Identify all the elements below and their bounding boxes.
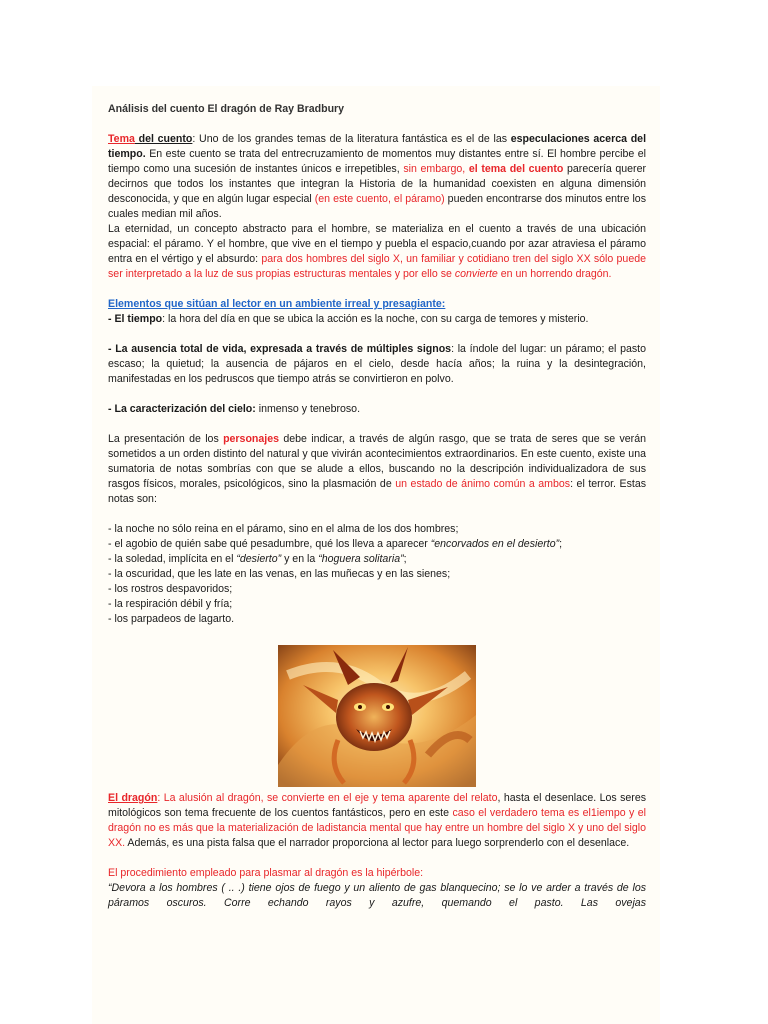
nota-2: - el agobio de quién sabe qué pesadumbre, qué los lleva a aparecer “encorvados en el desierto”; bbox=[108, 538, 563, 550]
dragon-label: El dragón bbox=[108, 792, 158, 804]
eternidad-paragraph bbox=[108, 222, 646, 282]
tema-label-2: del cuento bbox=[134, 133, 193, 145]
hiperbole-quote: “Devora a los hombres ( .. .) tiene ojos de fuego y un aliento de gas blanquecino; se lo ve arder a través de los páramos oscuros. Corre echando rayos y azufre, quemando el pasto. Las ovejas bbox=[108, 882, 647, 909]
personajes-paragraph: La presentación de los personajes debe indicar, a través de algún rasgo, que se trata de seres que se verán sometidos a un orden distinto del natural y que vivirán acontecimientos extraordinarios. En este cuento, existe una sumatoria de notas sombrías con que se alude a ellos, buscando no la descripción individualizadora de sus rasgos físicos, morales, psicológicos, sino la plasmación de un estado de ánimo común a ambos: el terror. Estas notas son: bbox=[108, 433, 647, 505]
tema-paragraph bbox=[108, 132, 646, 222]
eternidad-text: La eternidad, un concepto abstracto para el hombre, se materializa en el cuento a través de una ubicación espacial: el páramo. Y el hombre, que vive en el tiempo y puebla el espacio,cuando por azar atraviesa el páramo entra en el vértigo y el absurdo: bbox=[108, 223, 646, 265]
tema-text-3: parecería querer decirnos que todos los instantes que integran la Historia de la humanidad coexisten en alguna dimensión desconocida, y que en algún lugar especial bbox=[108, 163, 647, 205]
elemento-ausencia: - La ausencia total de vida, expresada a través de múltiples signos: la índole del lugar: un páramo; el pasto escaso; la quietud; la ausencia de pájaros en el cielo, desde hacía años; la ruina y la desintegración, manifestadas en los pedruscos que tiempo atrás se convirtieron en polvo. bbox=[108, 343, 646, 385]
tema-bold: especulaciones acerca del tiempo. bbox=[108, 133, 647, 160]
tema-del-cuento: el tema del cuento bbox=[465, 163, 564, 175]
tema-text-4: pueden encontrarse dos minutos entre los cuales median mil años. bbox=[108, 193, 646, 220]
tema-sin-embargo: sin embargo, bbox=[403, 163, 466, 175]
elementos-heading: Elementos que sitúan al lector en un ambiente irreal y presagiante: bbox=[108, 298, 446, 310]
eternidad-red: para dos hombres del siglo X, un familiar y cotidiano tren del siglo XX sólo puede ser interpretado a la luz de sus propias estructuras mentales y por ello se bbox=[108, 253, 646, 280]
personajes-label: personajes bbox=[223, 433, 280, 445]
document-content bbox=[108, 98, 646, 911]
tema-label: Tema bbox=[108, 133, 135, 145]
nota-5: - los rostros despavoridos; bbox=[108, 583, 233, 595]
elemento-tiempo: - El tiempo: la hora del día en que se ubica la acción es la noche, con su carga de temores y misterio. bbox=[108, 313, 589, 325]
estado-animo: un estado de ánimo común a ambos bbox=[395, 478, 571, 490]
eternidad-red-2: en un horrendo dragón. bbox=[497, 268, 612, 280]
nota-6: - la respiración débil y fría; bbox=[108, 598, 233, 610]
nota-7: - los parpadeos de lagarto. bbox=[108, 613, 235, 625]
dragon-paragraph: El dragón: La alusión al dragón, se convierte en el eje y tema aparente del relato, hasta el desenlace. Los seres mitológicos son tema frecuente de los cuentos fantásticos, pero en este caso el verdadero tema es el1iempo y el dragón no es más que la materialización de ladistancia mental que hay entre un hombre del siglo X y uno del siglo XX. Además, es una pista falsa que el narrador proporciona al lector para luego sorprenderlo con el desenlace. bbox=[108, 792, 647, 849]
nota-3: - la soledad, implícita en el “desierto” y en la “hoguera solitaria”; bbox=[108, 553, 407, 565]
eternidad-convierte: convierte bbox=[454, 268, 498, 280]
dragon-illustration bbox=[278, 645, 476, 787]
document-page bbox=[92, 86, 660, 1024]
procedimiento-heading: El procedimiento empleado para plasmar al dragón es la hipérbole: bbox=[108, 867, 424, 879]
elemento-cielo: - La caracterización del cielo: inmenso y tenebroso. bbox=[108, 403, 361, 415]
nota-4: - la oscuridad, que les late en las venas, en las muñecas y en las sienes; bbox=[108, 568, 451, 580]
tema-paramo: (en este cuento, el páramo) bbox=[314, 193, 445, 205]
tema-text-2: En este cuento se trata del entrecruzamiento de momentos muy distantes entre sí. El hombre percibe el tiempo como una sucesión de instantes únicos e irrepetibles, bbox=[108, 148, 646, 175]
document-title: Análisis del cuento El dragón de Ray Bradbury bbox=[108, 103, 345, 115]
nota-1: - la noche no sólo reina en el páramo, sino en el alma de los dos hombres; bbox=[108, 523, 459, 535]
tema-text-1: : Uno de los grandes temas de la literatura fantástica es el de las bbox=[192, 133, 511, 145]
